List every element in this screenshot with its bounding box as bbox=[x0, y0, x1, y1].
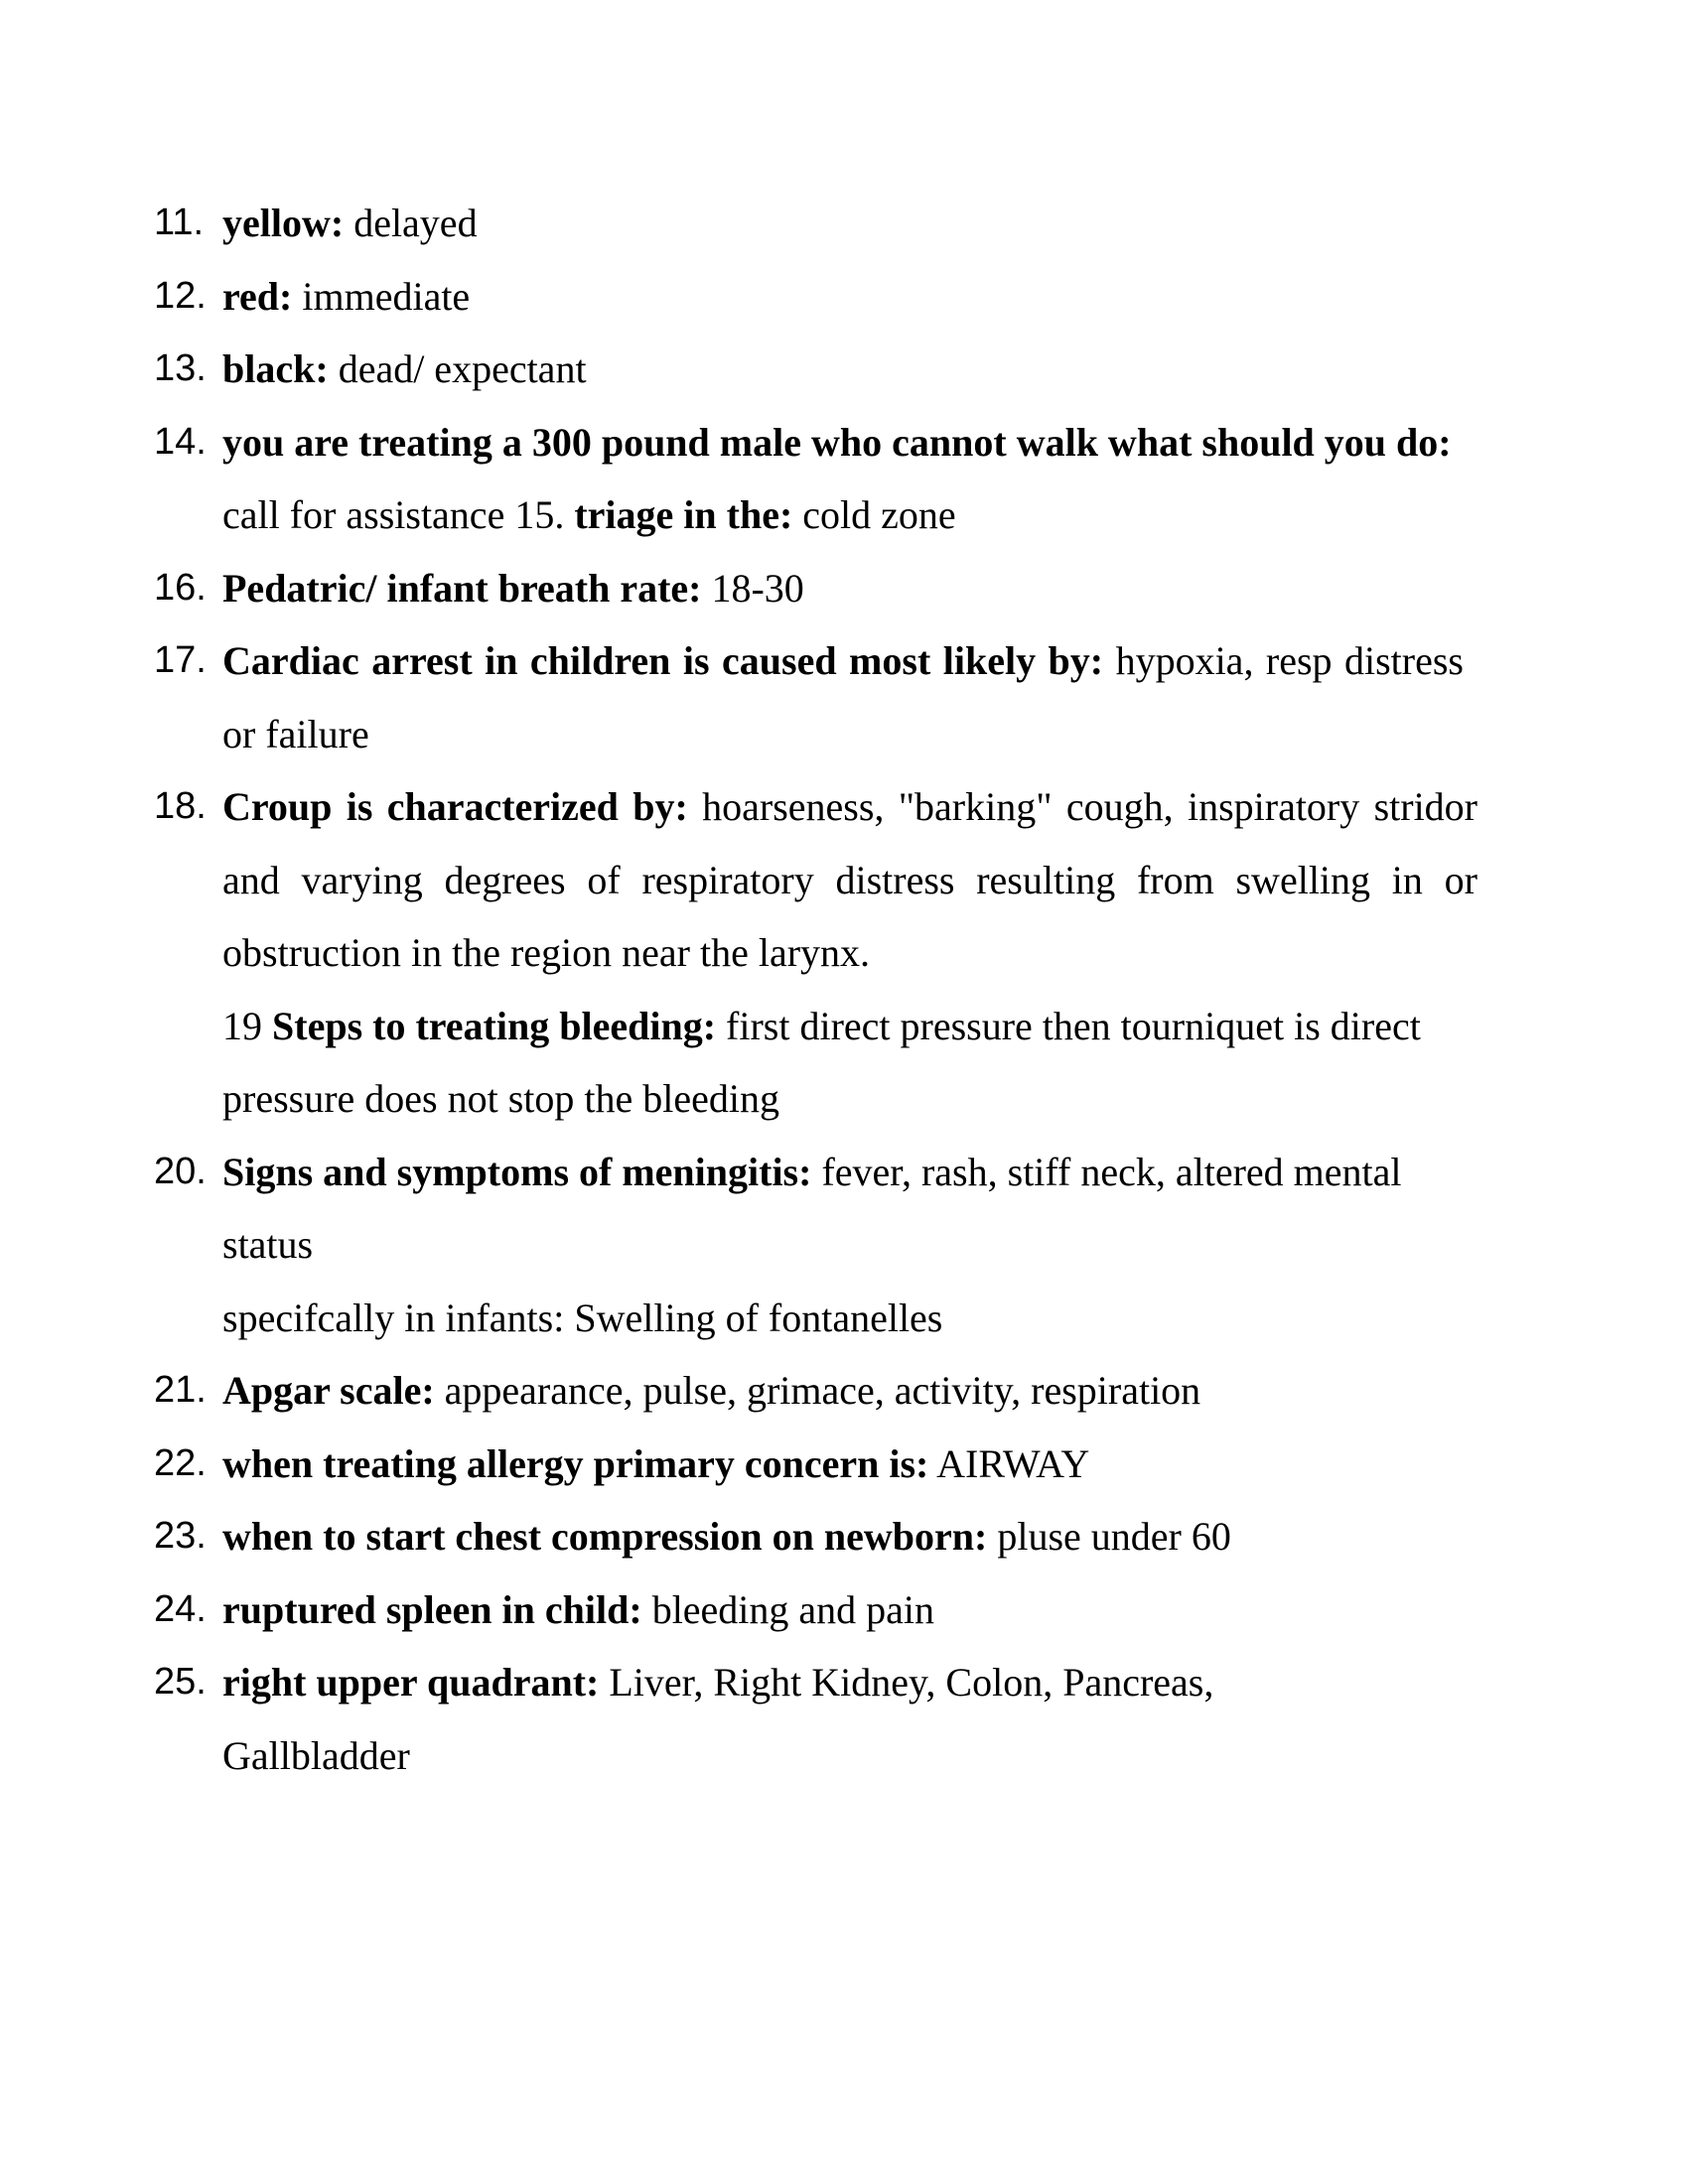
item-number: 17. bbox=[154, 639, 207, 681]
item-question: Steps to treating bleeding: bbox=[272, 1003, 717, 1048]
item-question: Signs and symptoms of meningitis: bbox=[222, 1149, 812, 1194]
list-item-18 bbox=[143, 770, 1477, 990]
list-item-13 bbox=[143, 333, 1493, 406]
list-item-16 bbox=[143, 552, 1493, 625]
list-item-20 bbox=[143, 1136, 1444, 1355]
item-answer: fever, rash, stiff neck, altered mental status bbox=[222, 1149, 1402, 1267]
item-number: 22. bbox=[154, 1441, 207, 1484]
item-question: when treating allergy primary concern is: bbox=[222, 1440, 929, 1486]
list-item-21 bbox=[143, 1354, 1493, 1428]
item-question-15: triage in the: bbox=[574, 492, 793, 537]
item-question: Pedatric/ infant breath rate: bbox=[222, 565, 702, 611]
item-answer: first direct pressure then tourniquet is direct pressure does not stop the bleeding bbox=[222, 1003, 1421, 1121]
item-answer: hypoxia, resp distress or failure bbox=[222, 638, 1465, 756]
item-question: Croup is characterized by: bbox=[222, 784, 688, 829]
item-number: 14. bbox=[154, 420, 207, 463]
item-number: 24. bbox=[154, 1587, 207, 1630]
list-item-14 bbox=[143, 406, 1513, 552]
item-answer: Liver, Right Kidney, Colon, Pancreas, Gallbladder bbox=[222, 1660, 1214, 1778]
item-answer-15: cold zone bbox=[792, 492, 956, 537]
item-number: 20. bbox=[154, 1150, 207, 1192]
list-item-24 bbox=[143, 1573, 1493, 1647]
item-answer: hoarseness, "barking" cough, inspiratory stridor and varying degrees of respiratory distress resulting from swelling in or obstruction in the region near the larynx. bbox=[222, 784, 1477, 975]
item-number: 18. bbox=[154, 785, 207, 827]
item-note: specifcally in infants: Swelling of fontanelles bbox=[222, 1295, 943, 1340]
list-item-25 bbox=[143, 1646, 1364, 1792]
list-item-12 bbox=[143, 260, 1493, 334]
item-answer: bleeding and pain bbox=[641, 1586, 935, 1632]
item-question: black: bbox=[222, 346, 329, 391]
item-question: when to start chest compression on newborn: bbox=[222, 1514, 988, 1559]
item-answer: 18-30 bbox=[701, 565, 804, 611]
item-number: 13. bbox=[154, 347, 207, 389]
item-question: ruptured spleen in child: bbox=[222, 1586, 642, 1632]
item-number: 16. bbox=[154, 566, 207, 609]
item-number: 25. bbox=[154, 1661, 207, 1703]
item-question: right upper quadrant: bbox=[222, 1660, 600, 1705]
item-question: red: bbox=[222, 273, 293, 319]
item-number: 11. bbox=[154, 202, 205, 243]
item-number: 23. bbox=[154, 1515, 207, 1557]
item-answer: appearance, pulse, grimace, activity, respiration bbox=[434, 1368, 1201, 1413]
item-answer: AIRWAY bbox=[928, 1440, 1090, 1486]
item-answer: dead/ expectant bbox=[328, 346, 587, 391]
list-item-22 bbox=[143, 1428, 1493, 1501]
list-item-19 bbox=[143, 990, 1454, 1136]
item-number-inline: 19 bbox=[222, 1003, 272, 1048]
item-number: 12. bbox=[154, 274, 207, 317]
item-answer: call for assistance 15. bbox=[222, 492, 575, 537]
list-item-11 bbox=[143, 187, 1493, 260]
item-question: Cardiac arrest in children is caused most likely by: bbox=[222, 638, 1104, 683]
item-answer: immediate bbox=[292, 273, 471, 319]
list-item-17 bbox=[143, 624, 1464, 770]
item-answer: delayed bbox=[344, 201, 478, 245]
item-question: yellow: bbox=[222, 201, 345, 245]
numbered-list bbox=[143, 187, 1493, 1792]
item-question: Apgar scale: bbox=[222, 1368, 435, 1413]
item-number: 21. bbox=[154, 1369, 207, 1411]
item-question: you are treating a 300 pound male who cannot walk what should you do: bbox=[222, 419, 1452, 465]
list-item-23 bbox=[143, 1500, 1493, 1573]
item-answer: pluse under 60 bbox=[987, 1514, 1231, 1559]
